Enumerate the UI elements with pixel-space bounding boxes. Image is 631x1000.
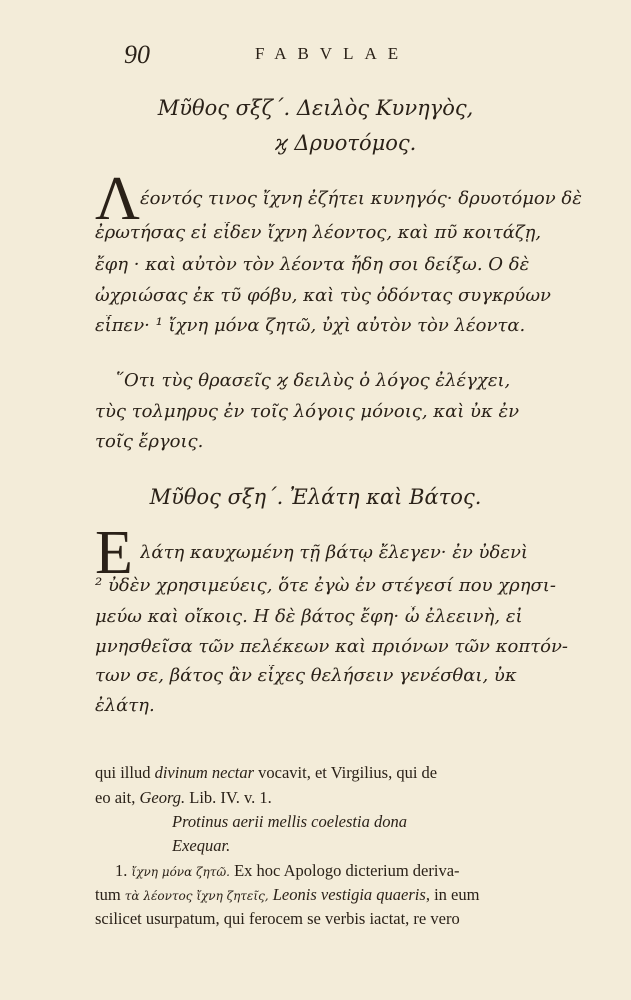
note-text: tum bbox=[95, 885, 125, 904]
fable2-line-6: ἐλάτη. bbox=[95, 695, 155, 716]
note-italic: Leonis vestigia quaeris bbox=[272, 885, 426, 904]
fable2-line-2: ² ὐδὲν χρησιμεύεις, ὅτε ἐγὼ ἐν στέγεσί που χρησι- bbox=[95, 575, 556, 596]
note-text: vocavit, et Virgilius, qui de bbox=[254, 763, 438, 782]
fable1-moral-2: τὺς τολμηρυς ἐν τοῖς λόγοις μόνοις, καὶ ὐκ ἐν bbox=[95, 401, 520, 422]
note-text: qui illud bbox=[95, 763, 155, 782]
fable2-line-5: των σε, βάτος ἂν εἶχες θελήσειν γενέσθαι, ὐκ bbox=[95, 665, 517, 686]
note-line-1 bbox=[95, 763, 600, 783]
running-title: FABVLAE bbox=[255, 44, 410, 63]
note-text: Ex hoc Apologo dicterium deriva- bbox=[229, 861, 460, 880]
note-italic: Protinus aerii mellis coelestia dona bbox=[172, 812, 407, 831]
fable2-line-4: μνησθεῖσα τῶν πελέκεων καὶ πριόνων τῶν κοπτόν- bbox=[95, 636, 569, 657]
note-text: , in eum bbox=[425, 885, 480, 904]
note-italic: Georg. bbox=[139, 788, 186, 807]
fable1-initial: Λ bbox=[95, 165, 140, 233]
note-quote-2 bbox=[172, 836, 592, 856]
note-italic: divinum nectar bbox=[154, 763, 255, 782]
note-quote-1 bbox=[172, 812, 592, 832]
fable1-line-4: ὠχριώσας ἐκ τῦ φόβυ, καὶ τὺς ὀδόντας συγκρύων bbox=[95, 285, 551, 306]
page-number: 90 bbox=[124, 40, 150, 69]
fable1-line-2: ἐρωτήσας εἰ εἶδεν ἴχνη λέοντος, καὶ πῦ κοιτάζῃ, bbox=[95, 222, 542, 243]
note-greek: ἴχνη μόνα ζητῶ. bbox=[131, 865, 230, 879]
note-line-5 bbox=[115, 861, 600, 881]
fable1-moral-1: ῞Οτι τὺς θρασεῖς ϗ δειλὺς ὁ λόγος ἐλέγχει, bbox=[115, 370, 511, 391]
fable2-line-3: μεύω καὶ οἴκοις. Η δὲ βάτος ἔφη· ὦ ἐλεεινὴ, εἰ bbox=[95, 606, 523, 627]
fable1-line-1: έοντός τινος ἴχνη ἐζήτει κυνηγός· δρυοτόμον δὲ bbox=[140, 188, 582, 209]
fable2-title: Μῦθος σξη΄. Ἐλάτη καὶ Βάτος. bbox=[149, 485, 482, 509]
note-italic: Exequar. bbox=[172, 836, 231, 855]
note-text: eo ait, bbox=[95, 788, 140, 807]
note-line-2 bbox=[95, 788, 600, 808]
fable1-line-3: ἔφη · καὶ αὐτὸν τὸν λέοντα ἤδη σοι δείξω. Ο δὲ bbox=[95, 254, 530, 275]
fable1-title-line2: ϗ Δρυοτόμος. bbox=[274, 131, 417, 155]
fable2-line-1: λάτη καυχωμένη τῇ βάτῳ ἔλεγεν· ἐν ὐδενὶ bbox=[140, 542, 528, 563]
fable1-title-line1: Μῦθος σξζ΄. Δειλὸς Κυνηγὸς, bbox=[157, 96, 474, 120]
note-text: Lib. IV. v. 1. bbox=[185, 788, 272, 807]
fable2-initial: Ε bbox=[95, 519, 133, 587]
note-greek: τὰ λέοντος ἴχνη ζητεῖς, bbox=[124, 889, 269, 903]
fable1-moral-3: τοῖς ἔργοις. bbox=[95, 431, 204, 452]
note-line-6 bbox=[95, 885, 600, 905]
note-text: 1. bbox=[115, 861, 132, 880]
note-line-7: scilicet usurpatum, qui ferocem se verbis iactat, re vero bbox=[95, 909, 460, 928]
fable1-line-5: εἶπεν· ¹ ἴχνη μόνα ζητῶ, ὐχὶ αὐτὸν τὸν λέοντα. bbox=[95, 315, 526, 336]
